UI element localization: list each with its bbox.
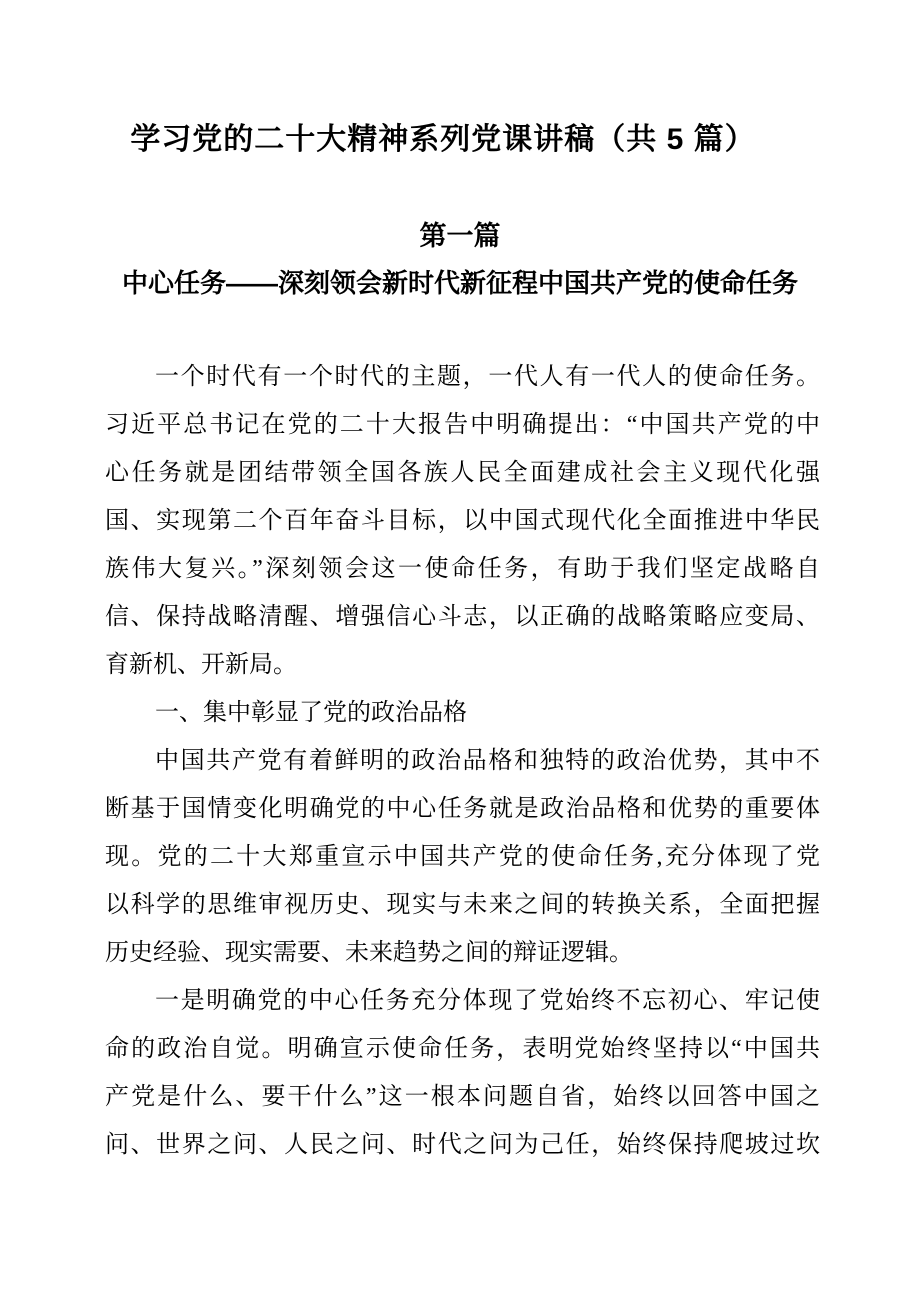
chapter-heading: 第一篇: [419, 221, 501, 251]
body-line: 命的政治自觉。明确宣示使命任务，表明党始终坚持以“中国共: [105, 1036, 820, 1062]
body-text: [105, 353, 820, 1169]
body-line: 心任务就是团结带领全国各族人民全面建成社会主义现代化强: [105, 460, 820, 486]
body-line: 现。党的二十大郑重宣示中国共产党的使命任务,充分体现了党: [105, 844, 820, 870]
body-line: 历史经验、现实需要、未来趋势之间的辩证逻辑。: [105, 940, 633, 966]
body-line: 习近平总书记在党的二十大报告中明确提出：“中国共产党的中: [105, 412, 820, 438]
body-line: 国、实现第二个百年奋斗目标，以中国式现代化全面推进中华民: [105, 508, 820, 534]
chapter-subtitle: 中心任务——深刻领会新时代新征程中国共产党的使命任务: [121, 268, 798, 298]
body-line: 一是明确党的中心任务充分体现了党始终不忘初心、牢记使: [155, 988, 820, 1014]
body-line: 断基于国情变化明确党的中心任务就是政治品格和优势的重要体: [105, 796, 820, 822]
body-line: 以科学的思维审视历史、现实与未来之间的转换关系，全面把握: [105, 892, 820, 918]
body-line: 问、世界之问、人民之问、时代之问为己任，始终保持爬坡过坎: [105, 1132, 820, 1158]
body-line: 族伟大复兴。”深刻领会这一使命任务，有助于我们坚定战略自: [105, 556, 820, 582]
body-line: 育新机、开新局。: [105, 652, 297, 678]
body-line: 产党是什么、要干什么”这一根本问题自省，始终以回答中国之: [105, 1084, 820, 1110]
body-line: 一个时代有一个时代的主题，一代人有一代人的使命任务。: [155, 364, 820, 390]
body-line: 中国共产党有着鲜明的政治品格和独特的政治优势，其中不: [155, 748, 820, 774]
section-heading-line: 一、集中彰显了党的政治品格: [155, 700, 467, 726]
body-line: 信、保持战略清醒、增强信心斗志，以正确的战略策略应变局、: [105, 604, 820, 630]
page-title: 学习党的二十大精神系列党课讲稿（共 5 篇）: [130, 123, 756, 156]
